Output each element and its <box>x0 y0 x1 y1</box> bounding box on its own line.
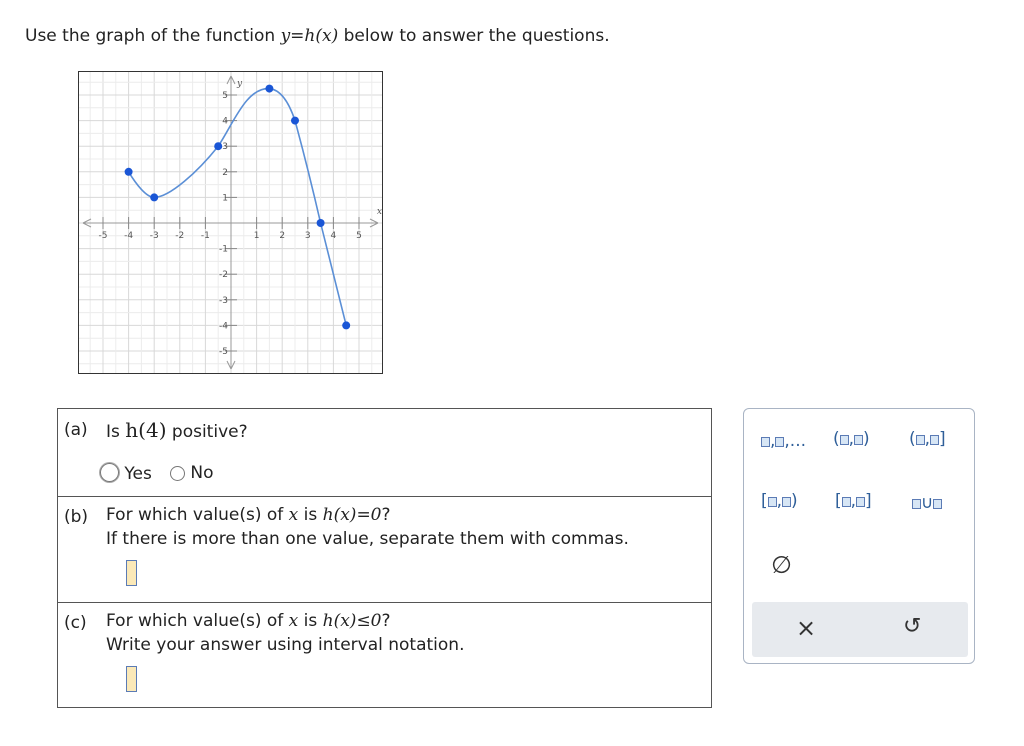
part-c-q-end: ? <box>381 611 391 631</box>
graph-point <box>265 85 273 93</box>
x-tick-label: -5 <box>98 231 108 241</box>
box-icon <box>761 437 770 447</box>
closed-open-interval-button[interactable]: [ , ) <box>761 491 798 511</box>
y-tick-label: -2 <box>219 270 228 281</box>
part-c-answer-input[interactable] <box>126 666 137 692</box>
box-icon <box>912 499 921 509</box>
graph-point <box>150 193 158 201</box>
undo-button[interactable]: ↺ <box>903 614 922 639</box>
yes-radio[interactable] <box>100 463 119 482</box>
box-icon <box>933 499 942 509</box>
part-a-q-text: Is <box>106 422 126 442</box>
part-c-q-mid: is <box>298 611 323 631</box>
math-palette <box>743 408 975 664</box>
x-tick-label: -3 <box>149 231 159 241</box>
box-icon <box>916 435 925 445</box>
part-b-question <box>106 505 391 525</box>
y-tick-label: 3 <box>222 142 228 153</box>
open-interval-button[interactable]: ( , ) <box>833 429 870 449</box>
part-b-q-mid: is <box>298 505 323 525</box>
part-a-question <box>106 418 248 442</box>
x-tick-label: 3 <box>304 231 311 241</box>
part-c-instruction: Write your answer using interval notation. <box>106 635 465 655</box>
part-a-label: (a) <box>64 420 88 440</box>
x-tick-label: -4 <box>124 231 134 241</box>
part-c-q-text: For which value(s) of <box>106 611 289 631</box>
part-c-label: (c) <box>64 613 87 633</box>
graph-point <box>342 321 350 329</box>
part-c-var: x <box>288 611 299 631</box>
y-tick-label: 2 <box>222 167 228 178</box>
part-b-q-text: For which value(s) of <box>106 505 289 525</box>
y-tick-label: -1 <box>219 244 228 255</box>
box-icon <box>768 497 777 507</box>
y-tick-label: 5 <box>222 91 228 101</box>
no-option[interactable] <box>170 463 214 483</box>
list-suffix: ,... <box>784 431 807 451</box>
y-tick-label: -3 <box>219 295 228 306</box>
no-label: No <box>190 463 214 483</box>
y-axis-label: y <box>237 79 243 89</box>
y-tick-label: -4 <box>219 321 228 332</box>
x-tick-label: -1 <box>200 231 210 241</box>
x-tick-label: 5 <box>356 231 362 241</box>
part-c-box <box>57 602 712 708</box>
part-b-instruction: If there is more than one value, separate them with commas. <box>106 529 629 549</box>
clear-button[interactable]: × <box>796 614 817 642</box>
x-tick-label: -2 <box>175 231 185 241</box>
x-tick-label: 1 <box>253 231 260 241</box>
intro-text: Use the graph of the function <box>25 26 281 46</box>
box-icon <box>782 497 791 507</box>
part-a-math: h(4) <box>125 418 167 442</box>
box-icon <box>856 497 865 507</box>
empty-set-button[interactable]: ∅ <box>771 551 792 579</box>
intro-text-end: below to answer the questions. <box>338 26 610 46</box>
part-a-box <box>57 408 712 497</box>
x-tick-label: 4 <box>330 231 337 241</box>
no-radio[interactable] <box>170 466 185 481</box>
open-closed-interval-button[interactable]: ( , ] <box>909 429 946 449</box>
part-b-label: (b) <box>64 507 89 527</box>
graph-point <box>214 142 222 150</box>
box-icon <box>930 435 939 445</box>
y-tick-label: -5 <box>219 347 228 357</box>
part-b-q-end: ? <box>381 505 391 525</box>
part-b-var: x <box>288 505 299 525</box>
y-tick-label: 4 <box>222 116 228 127</box>
box-icon <box>842 497 851 507</box>
part-b-answer-input[interactable] <box>126 560 137 586</box>
graph-point <box>125 168 133 176</box>
graph-point <box>317 219 325 227</box>
part-b-math: h(x)=0 <box>322 505 382 525</box>
part-b-box <box>57 496 712 603</box>
part-c-math: h(x)≤0 <box>322 611 382 631</box>
list-button[interactable]: , ,... <box>761 431 806 451</box>
y-tick-label: 1 <box>222 193 228 204</box>
closed-interval-button[interactable]: [ , ] <box>835 491 872 511</box>
union-button[interactable]: ∪ <box>912 493 942 513</box>
x-tick-label: 2 <box>279 231 286 241</box>
intro-function: y=h(x) <box>280 26 339 46</box>
yes-option[interactable] <box>100 463 152 484</box>
part-a-q-end: positive? <box>166 422 248 442</box>
part-c-question <box>106 611 391 631</box>
graph-svg <box>79 72 382 373</box>
function-curve <box>129 89 347 326</box>
box-icon <box>840 435 849 445</box>
palette-actions <box>752 602 968 657</box>
box-icon <box>854 435 863 445</box>
graph-point <box>291 117 299 125</box>
question-intro <box>25 26 610 46</box>
yes-label: Yes <box>124 464 152 484</box>
x-axis-label: x <box>376 207 382 217</box>
function-graph <box>78 71 383 374</box>
